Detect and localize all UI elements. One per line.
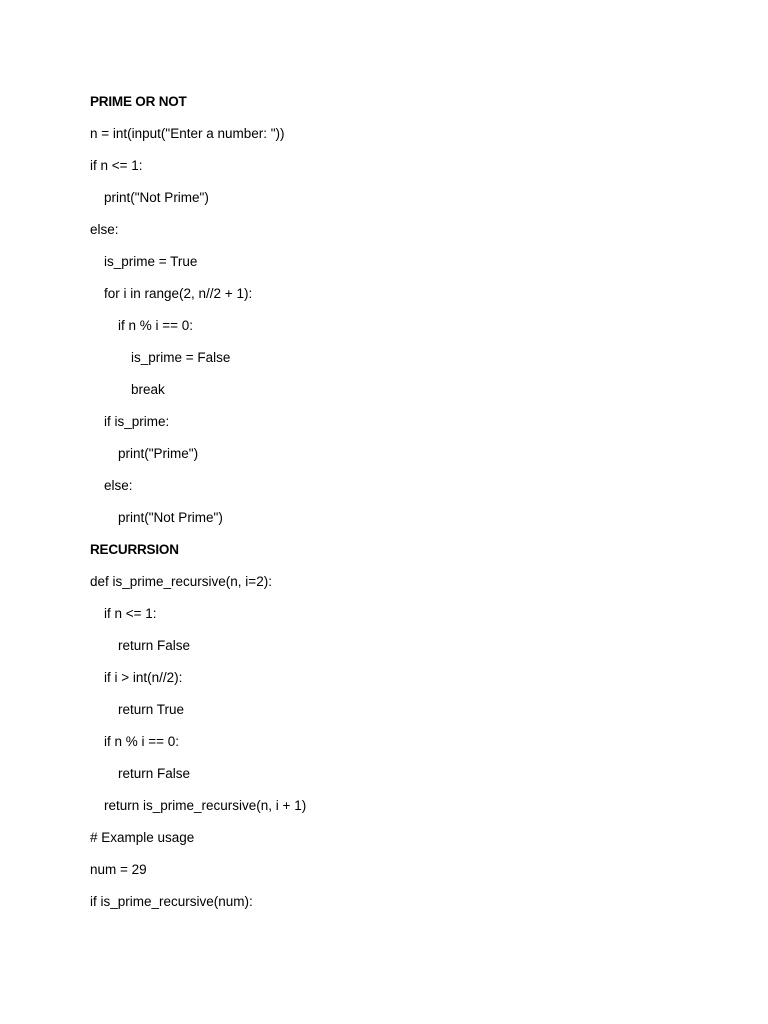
code-line: num = 29	[90, 862, 147, 877]
section-heading-prime-or-not: PRIME OR NOT	[90, 94, 187, 109]
code-line: else:	[104, 478, 133, 493]
code-line: # Example usage	[90, 830, 195, 845]
code-line: print("Not Prime")	[104, 190, 209, 205]
code-line: if is_prime:	[104, 414, 170, 429]
code-line: is_prime = False	[131, 350, 231, 365]
code-line: n = int(input("Enter a number: "))	[90, 126, 285, 141]
code-line: for i in range(2, n//2 + 1):	[104, 286, 253, 301]
code-line: print("Prime")	[118, 446, 199, 461]
code-line: def is_prime_recursive(n, i=2):	[90, 574, 272, 589]
code-line: return True	[118, 702, 185, 717]
code-line: is_prime = True	[104, 254, 198, 269]
code-line: if i > int(n//2):	[104, 670, 183, 685]
code-line: print("Not Prime")	[118, 510, 223, 525]
code-line: break	[131, 382, 165, 397]
code-line: if n % i == 0:	[104, 734, 180, 749]
code-line: return False	[118, 638, 191, 653]
section-heading-recurrsion: RECURRSION	[90, 542, 179, 557]
code-line: return is_prime_recursive(n, i + 1)	[104, 798, 307, 813]
code-line: if n <= 1:	[90, 158, 143, 173]
code-line: if n <= 1:	[104, 606, 157, 621]
code-line: else:	[90, 222, 119, 237]
code-line: return False	[118, 766, 191, 781]
code-line: if is_prime_recursive(num):	[90, 894, 253, 909]
code-line: if n % i == 0:	[118, 318, 194, 333]
